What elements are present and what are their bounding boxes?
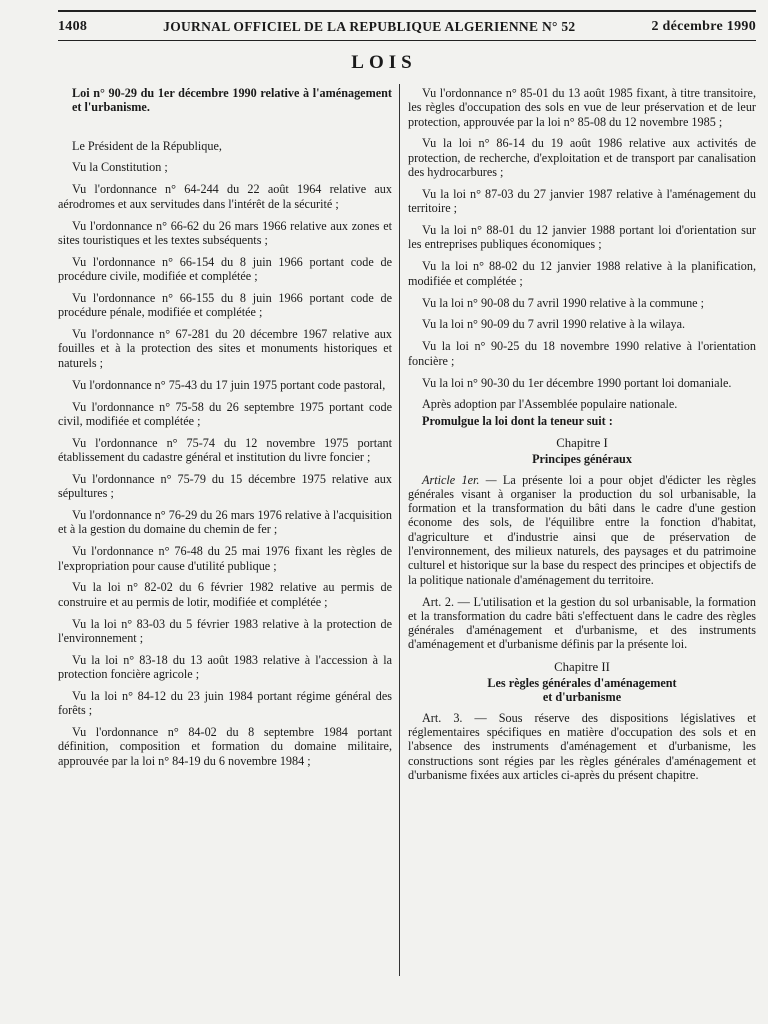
paragraph: Vu l'ordonnance n° 64-244 du 22 août 1964 relative aux aérodromes et aux servitudes dans l'intérêt de la sécurité ; [58, 182, 392, 211]
article-1-lead: Article 1er. — [422, 472, 497, 487]
paragraph: Vu la loi n° 84-12 du 23 juin 1984 portant régime général des forêts ; [58, 689, 392, 718]
paragraph: Vu la loi n° 86-14 du 19 août 1986 relative aux activités de protection, de recherche, d'exploitation et de transport par canalisation des hydrocarbures ; [408, 136, 756, 180]
paragraph: Vu l'ordonnance n° 84-02 du 8 septembre 1984 portant définition, composition et formation du domaine militaire, approuvée par la loi n° 84-19 du 6 novembre 1984 ; [58, 725, 392, 768]
article-3-text: Sous réserve des dispositions législatives et réglementaires spécifiques en matière d'occupation des sols et en l'absence des instruments d'aménagement et d'urbanisme, les constructions sont régies par les règles générales d'aménagement et d'urbanisme fixées aux articles ci-après du présent chapitre. [408, 710, 756, 782]
article-2-lead: Art. 2. — [422, 594, 470, 609]
chapter-2-label: Chapitre II [554, 659, 610, 674]
paragraph: Vu la Constitution ; [72, 160, 168, 175]
page-header [58, 14, 756, 40]
paragraph: Vu la loi n° 90-30 du 1er décembre 1990 portant loi domaniale. [422, 375, 732, 390]
chapter-1-title: Principes généraux [532, 452, 632, 467]
issue-date: 2 décembre 1990 [651, 19, 756, 34]
paragraph: Vu la loi n° 90-08 du 7 avril 1990 relative à la commune ; [422, 295, 705, 310]
right-column [408, 86, 756, 790]
chapter-2-title-line-1: Les règles générales d'aménagement [487, 676, 677, 691]
header-top-rule [58, 10, 756, 12]
paragraph: Vu l'ordonnance n° 66-154 du 8 juin 1966 portant code de procédure civile, modifiée et complétée ; [58, 254, 392, 284]
header-bottom-rule [58, 40, 756, 41]
article-3 [408, 711, 756, 782]
paragraph: Vu l'ordonnance n° 66-155 du 8 juin 1966 portant code de procédure pénale, modifiée et complétée ; [58, 290, 392, 320]
column-divider [399, 84, 400, 976]
article-1 [408, 473, 756, 587]
paragraph: Vu l'ordonnance n° 76-48 du 25 mai 1976 fixant les règles de l'expropriation pour cause d'utilité publique ; [58, 544, 392, 573]
paragraph: Vu l'ordonnance n° 85-01 du 13 août 1985 fixant, à titre transitoire, les règles d'occupation des sols en vue de leur préservation et de leur protection, approuvée par la loi n° 85-08 du 12 novembre 1985 ; [408, 86, 756, 129]
paragraph: Vu l'ordonnance n° 76-29 du 26 mars 1976 relative à l'acquisition et à la gestion du domaine du chemin de fer ; [58, 508, 392, 537]
paragraph: Vu l'ordonnance n° 66-62 du 26 mars 1966 relative aux zones et sites touristiques et les textes subséquents ; [58, 218, 392, 247]
paragraph: Le Président de la République, [72, 138, 222, 153]
article-2 [408, 595, 756, 652]
chapter-1-label: Chapitre I [556, 435, 608, 450]
paragraph: Vu la loi n° 82-02 du 6 février 1982 relative au permis de construire et au permis de lotir, modifiée et complétée ; [58, 580, 392, 609]
left-column [58, 86, 392, 776]
paragraph: Vu l'ordonnance n° 75-43 du 17 juin 1975 portant code pastoral, [72, 377, 386, 392]
article-1-text: La présente loi a pour objet d'édicter les règles générales visant à organiser la production du sol urbanisable, la formation et la transformation du bâti dans le cadre d'une gestion économe des sols, de l'équilibre entre la fonction d'habitat, d'agriculture et d'industrie ainsi que de préservation de l'environnement, des milieux naturels, des paysages et du patrimoine culturel et historique sur la base du respect des principes et objectifs de la politique nationale d'aménagement du territoire. [408, 472, 756, 587]
paragraph: Vu la loi n° 88-01 du 12 janvier 1988 portant loi d'orientation sur les entreprises publiques économiques ; [408, 223, 756, 252]
paragraph: Vu la loi n° 83-18 du 13 août 1983 relative à l'accession à la protection foncière agricole ; [58, 652, 392, 682]
paragraph: Vu l'ordonnance n° 67-281 du 20 décembre 1967 relative aux fouilles et à la protection des sites et monuments historiques et naturels ; [58, 327, 392, 370]
article-2-text: L'utilisation et la gestion du sol urbanisable, la formation et la transformation du cadre bâti s'effectuent dans le cadre des règles générales d'aménagement et d'urbanisme, et des instruments d'aménagement et d'urbanisme définis par la présente loi. [408, 594, 756, 652]
paragraph: Après adoption par l'Assemblée populaire nationale. [422, 397, 678, 412]
paragraph: Vu la loi n° 90-09 du 7 avril 1990 relative à la wilaya. [422, 317, 686, 332]
paragraph: Vu l'ordonnance n° 75-79 du 15 décembre 1975 relative aux sépultures ; [58, 471, 392, 501]
law-title: Loi n° 90-29 du 1er décembre 1990 relative à l'aménagement et l'urbanisme. [72, 86, 392, 115]
chapter-2-title-line-2: et d'urbanisme [542, 690, 622, 705]
page-number: 1408 [58, 19, 88, 34]
paragraph: Vu l'ordonnance n° 75-74 du 12 novembre 1975 portant établissement du cadastre général et institution du livre foncier ; [58, 435, 392, 464]
paragraph: Vu l'ordonnance n° 75-58 du 26 septembre 1975 portant code civil, modifiée et complétée ; [58, 399, 392, 428]
section-title: LOIS [351, 52, 417, 73]
paragraph: Vu la loi n° 90-25 du 18 novembre 1990 relative à l'orientation foncière ; [408, 339, 756, 368]
promulgation-line: Promulgue la loi dont la teneur suit : [422, 413, 613, 428]
journal-title: JOURNAL OFFICIEL DE LA REPUBLIQUE ALGERIENNE N° 52 [163, 19, 576, 34]
paragraph: Vu la loi n° 83-03 du 5 février 1983 relative à la protection de l'environnement ; [58, 616, 392, 645]
paragraph: Vu la loi n° 87-03 du 27 janvier 1987 relative à l'aménagement du territoire ; [408, 186, 756, 216]
paragraph: Vu la loi n° 88-02 du 12 janvier 1988 relative à la planification, modifiée et complétée ; [408, 259, 756, 288]
article-3-lead: Art. 3. — [422, 710, 487, 725]
